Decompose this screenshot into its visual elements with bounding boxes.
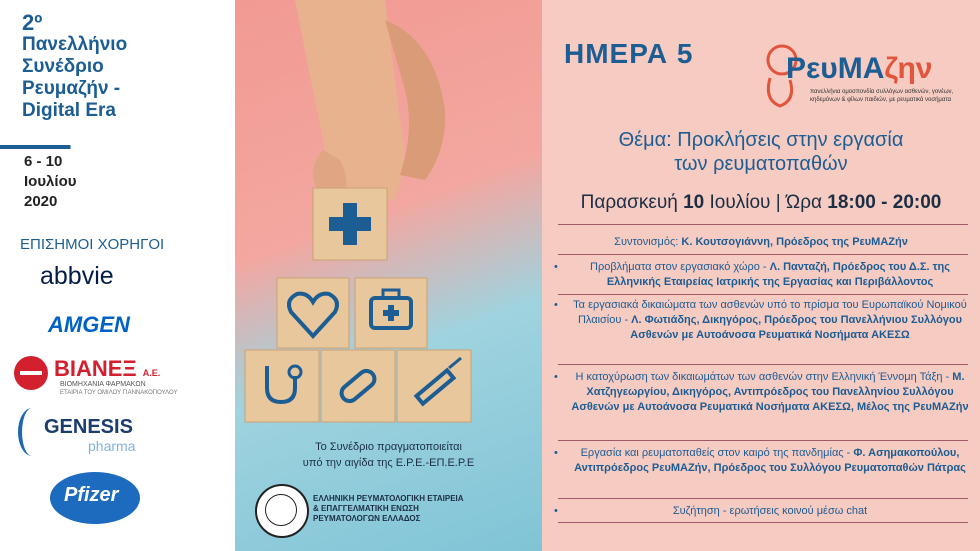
- moderation-label: Συντονισμός:: [614, 236, 679, 248]
- list-item: [554, 260, 974, 290]
- right-panel: [542, 0, 980, 551]
- moderation-person: Κ. Κουτσογιάννη, Πρόεδρος της ΡευΜΑΖήν: [681, 236, 908, 248]
- bianex-logo: [54, 356, 160, 382]
- item-text: Εργασία και ρευματοπαθείς στον καιρό της πανδημίας -: [580, 447, 854, 459]
- list-item: [554, 446, 974, 476]
- pills-block-icon: [321, 350, 395, 422]
- topic-line-1: Θέμα: Προκλήσεις στην εργασία: [618, 129, 904, 151]
- item-text: Τα εργασιακά δικαιώματα των ασθενών υπό το πρίσμα του Ευρωπαϊκού Νομικού Πλαισίου -: [573, 299, 967, 326]
- bullet-icon: •: [554, 371, 558, 383]
- bullet-icon: •: [554, 299, 558, 311]
- divider: [558, 254, 968, 255]
- bianex-name: ΒΙΑΝΕΞ: [54, 356, 137, 381]
- topic-heading: [542, 128, 980, 176]
- conference-title: [22, 12, 127, 122]
- list-item: [554, 298, 974, 343]
- bianex-subtitle-2: ΕΤΑΙΡΙΑ ΤΟΥ ΟΜΙΛΟΥ ΓΙΑΝΝΑΚΟΠΟΥΛΟΥ: [60, 390, 178, 396]
- topic-line-2: των ρευματοπαθών: [674, 153, 848, 175]
- society-line-2: & ΕΠΑΓΓΕΛΜΑΤΙΚΗ ΕΝΩΣΗ: [313, 504, 419, 513]
- divider: [558, 522, 968, 523]
- heart-block-icon: [277, 278, 349, 348]
- society-line-1: ΕΛΛΗΝΙΚΗ ΡΕΥΜΑΤΟΛΟΓΙΚΗ ΕΤΑΙΡΕΙΑ: [313, 494, 464, 503]
- divider: [0, 145, 235, 149]
- conference-dates: [24, 152, 76, 212]
- reumazin-logo: [786, 52, 932, 86]
- conference-title-line: Digital Era: [22, 100, 116, 121]
- bianex-icon: [14, 356, 48, 390]
- item-text: Προβλήματα στον εργασιακό χώρο -: [590, 261, 770, 273]
- auspices-line-2: υπό την αιγίδα της Ε.Ρ.Ε.-ΕΠ.Ε.Ρ.Ε: [302, 457, 475, 469]
- dates-range: 6 - 10: [24, 153, 63, 170]
- medkit-block-icon: [355, 278, 427, 348]
- schedule-line: [542, 192, 980, 214]
- item-speaker: Λ. Φωτιάδης, Δικηγόρος, Πρόεδρος του Πανελλήνιου Συλλόγου Ασθενών με Αυτοάνοσα Ρευματικά Νοσήματα ΑΚΕΣΩ: [630, 314, 963, 341]
- reumazin-subtitle: πανελλήνια ομοσπονδία συλλόγων ασθενών, γονέων, κηδεμόνων & φίλων παιδιών, με ρευματικά νοσήματα: [810, 89, 954, 103]
- left-panel: [0, 0, 235, 551]
- divider: [558, 498, 968, 499]
- list-item: [554, 370, 974, 415]
- list-item: [554, 504, 974, 519]
- society-name: [313, 494, 464, 524]
- society-line-3: ΡΕΥΜΑΤΟΛΟΓΩΝ ΕΛΛΑΔΟΣ: [313, 514, 421, 523]
- stethoscope-block-icon: [245, 350, 319, 422]
- schedule-date: 10: [683, 192, 705, 213]
- day-heading: ΗΜΕΡΑ 5: [564, 38, 694, 69]
- conference-number: 2º: [22, 10, 43, 35]
- conference-title-line: Πανελλήνιο: [22, 34, 128, 55]
- plus-block-icon: [313, 188, 387, 260]
- schedule-month: Ιουλίου: [709, 192, 771, 213]
- schedule-time-label: Ώρα: [785, 192, 822, 213]
- conference-title-line: Ρευμαζήν -: [22, 78, 121, 99]
- moderation-line: [542, 236, 980, 248]
- item-speaker: Λ. Πανταζή, Πρόεδρος του Δ.Σ. της Ελληνικής Εταιρείας Ιατρικής της Εργασίας και Περιβάλλοντος: [606, 261, 950, 288]
- abbvie-logo: abbvie: [40, 262, 114, 290]
- bianex-subtitle: ΒΙΟΜΗΧΑΝΙΑ ΦΑΡΜΑΚΩΝ: [60, 381, 146, 388]
- reumazin-logo-part-b: ζην: [884, 52, 933, 85]
- item-text: Συζήτηση - ερωτήσεις κοινού μέσω chat: [672, 505, 868, 517]
- bianex-tag: Α.Ε.: [142, 368, 161, 378]
- divider: [558, 364, 968, 365]
- pfizer-logo: Pfizer: [64, 484, 119, 506]
- bullet-icon: •: [554, 261, 558, 273]
- hand-icon: [295, 0, 445, 205]
- genesis-icon: [18, 408, 46, 456]
- conference-title-line: Συνέδριο: [22, 56, 104, 77]
- society-seal-icon: [255, 484, 309, 538]
- item-speaker: Φ. Ασημακοπούλου, Αντιπρόεδρος ΡευΜΑΖήν, Πρόεδρος του Συλλόγου Ρευματοπαθών Πάτρας: [574, 447, 966, 474]
- schedule-separator: |: [775, 192, 781, 213]
- divider: [558, 294, 968, 295]
- amgen-logo: AMGEN: [48, 312, 130, 337]
- center-image-panel: [235, 0, 542, 551]
- auspices-line-1: Το Συνέδριο πραγματοποιείται: [315, 441, 462, 453]
- schedule-time: 18:00 - 20:00: [827, 192, 942, 213]
- item-text: Η κατοχύρωση των δικαιωμάτων των ασθενών στην Ελληνική Έννομη Τάξη -: [575, 371, 953, 383]
- item-speaker: Μ. Χατζηγεωργίου, Δικηγόρος, Αντιπρόεδρος του Πανελληνίου Συλλόγου Ασθενών με Αυτοάνοσα Ρευματικά Νοσήματα ΑΚΕΣΩ, Μέλος της ΡευΜΑΖήν: [571, 371, 969, 413]
- divider: [558, 224, 968, 225]
- dates-year: 2020: [24, 193, 58, 210]
- syringe-block-icon: [397, 350, 471, 422]
- genesis-logo: GENESIS: [44, 416, 133, 438]
- schedule-day: Παρασκευή: [580, 192, 678, 213]
- dates-month: Ιουλίου: [24, 173, 77, 190]
- divider: [558, 440, 968, 441]
- bullet-icon: •: [554, 447, 558, 459]
- reumazin-logo-part-a: ΡευΜΑ: [786, 52, 885, 85]
- sponsors-heading: ΕΠΙΣΗΜΟΙ ΧΟΡΗΓΟΙ: [20, 236, 165, 253]
- genesis-subtitle: pharma: [88, 438, 136, 454]
- bullet-icon: •: [554, 505, 558, 517]
